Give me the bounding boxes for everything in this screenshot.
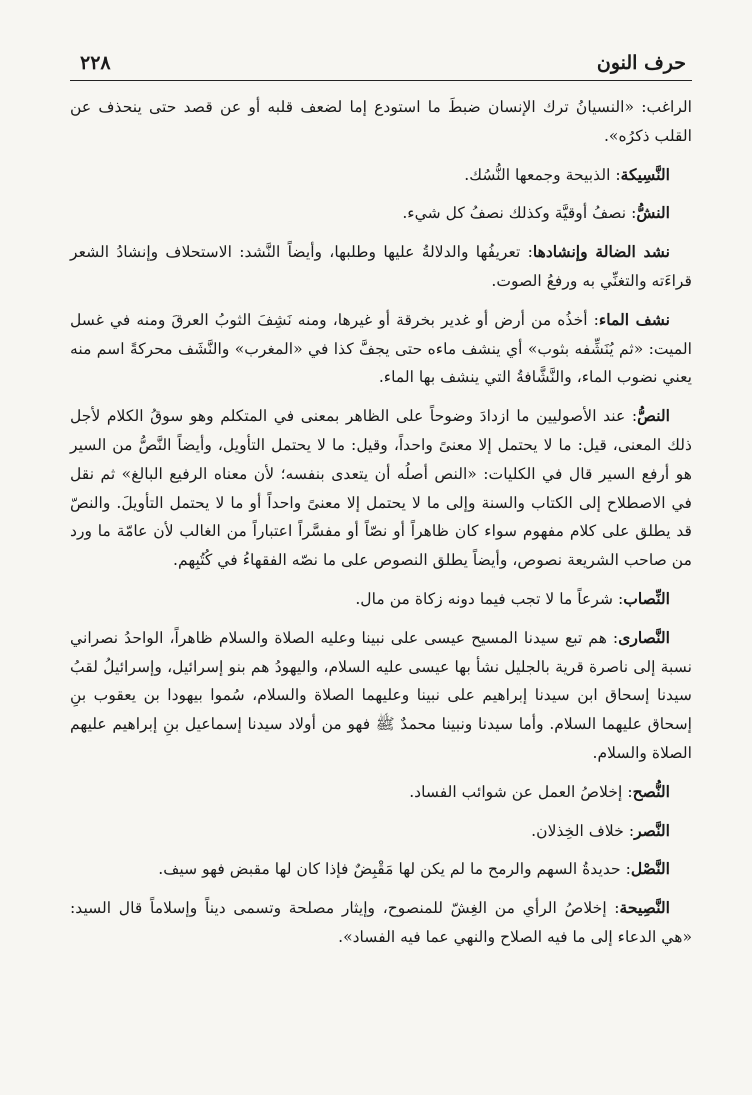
entry-nass: [70, 402, 692, 575]
entry-term: نشف الماء: [598, 309, 670, 329]
entry-nashd: [70, 238, 692, 296]
entry-nasiha: [70, 894, 692, 952]
entry-term: النَّصارى: [618, 627, 670, 647]
entry-text: : نصفُ أوقيَّة وكذلك نصفُ كل شيء.: [402, 204, 637, 223]
entry-term: النشُّ: [636, 203, 670, 223]
entry-nash: [70, 199, 692, 228]
entry-text: الراغب: «النسيانُ ترك الإنسان ضبطَ ما استودع إما لضعف قلبه أو عن قصد حتى ينحذف عن القلب ذكرُه».: [70, 98, 692, 145]
entry-text: : شرعاً ما لا تجب فيما دونه زكاة من مال.: [355, 589, 624, 608]
dictionary-entries: [70, 93, 692, 952]
entry-text: : أخذُه من أرض أو غدير بخرقة أو غيرها، ومنه نَشِفَ الثوبُ العرقَ ومنه في غسل الميت: «ثم يُنَشِّفه بثوب» أي ينشف ماءه حتى يجفَّ كذا في «المغرب» والنَّشَف محركةً اسم منه يعني نضوب الماء، والنَّشَّافةُ التي ينشف بها الماء.: [70, 310, 692, 387]
entry-term: النَّسِيكة: [620, 164, 670, 184]
page-header: [70, 52, 692, 81]
entry-text: : خلاف الخِذلان.: [531, 821, 635, 840]
entry-term: النَّصِيحة: [619, 898, 670, 918]
entry-term: النُّصح: [632, 781, 670, 801]
entry-term: النصُّ: [637, 406, 670, 426]
entry-nasr: [70, 817, 692, 846]
entry-nush: [70, 778, 692, 807]
entry-continuation: [70, 93, 692, 151]
entry-term: نشد الضالة وإنشادها: [532, 242, 670, 262]
entry-text: : هم تبع سيدنا المسيح عيسى على نبينا وعليه الصلاة والسلام ظاهراً، الواحدُ نصراني نسبة إلى ناصرة قرية بالجليل نشأ بها عيسى عليه السلام، واليهودُ هم بنو إسرائيل، وإسرائيلُ لقبُ سيدنا إسحاق ابن سيدنا إبراهيم على نبينا وعليهما الصلاة والسلام، سُموا بيهودا بن يعقوب بنِ إسحاق عليهما السلام. وأما سيدنا ونبينا محمدٌ ﷺ فهو من أولاد سيدنا إسماعيل بنِ إبراهيم عليهم الصلاة والسلام.: [70, 628, 692, 762]
entry-text: : إخلاصُ العمل عن شوائب الفساد.: [409, 782, 633, 801]
entry-nasika: [70, 161, 692, 190]
entry-text: : تعريفُها والدلالةُ عليها وطلبها، وأيضاً النَّشد: الاستحلاف وإنشادُ الشعر قراءَته والتغنِّي به ورفعُ الصوت.: [70, 243, 692, 290]
entry-text: : حديدةُ السهم والرمح ما لم يكن لها مَقْبِضٌ فإذا كان لها مقبض فهو سيف.: [158, 860, 631, 879]
entry-text: : إخلاصُ الرأي من الغِشّ للمنصوح، وإيثار مصلحة وتسمى ديناً وإسلاماً قال السيد: «هي الدعاء إلى ما فيه الصلاح والنهي عما فيه الفساد».: [70, 899, 692, 946]
entry-nashf: [70, 306, 692, 392]
entry-term: النَّصْل: [630, 859, 670, 879]
entry-term: النِّصاب: [623, 588, 670, 608]
entry-nisab: [70, 585, 692, 614]
entry-text: : عند الأصوليين ما ازدادَ وضوحاً على الظاهر بمعنى في المتكلم وهو سوقُ الكلام لأجل ذلك المعنى، قيل: ما لا يحتمل إلا معنىً واحداً، وقيل: ما لا يحتمل التأويل، وأيضاً النَّصُّ من السير هو أرفع السير قال في الكليات: «النص أصلُه أن يتعدى بنفسه؛ لأن معناه الرفيع البالغ» ثم نقل في الاصطلاح إلى الكتاب والسنة وإلى ما لا يحتمل إلا معنىً واحداً أو ما لا يحتمل التأويلَ. والنصّ قد يطلق على كلام مفهوم سواء كان ظاهراً أو نصّاً أو مفسَّراً اعتباراً من الغالب لأن عامّة ما ورد من صاحب الشريعة نصوص، وأيضاً يطلق النصوص على ما نصّه الفقهاءُ في كُتُبِهم.: [70, 407, 692, 570]
page-number: ٢٢٨: [80, 52, 111, 74]
entry-nasl: [70, 855, 692, 884]
entry-text: : الذبيحة وجمعها النُّسُك.: [464, 165, 621, 184]
entry-term: النَّصر: [634, 820, 670, 840]
entry-nasara: [70, 624, 692, 768]
chapter-title: حرف النون: [596, 52, 686, 74]
